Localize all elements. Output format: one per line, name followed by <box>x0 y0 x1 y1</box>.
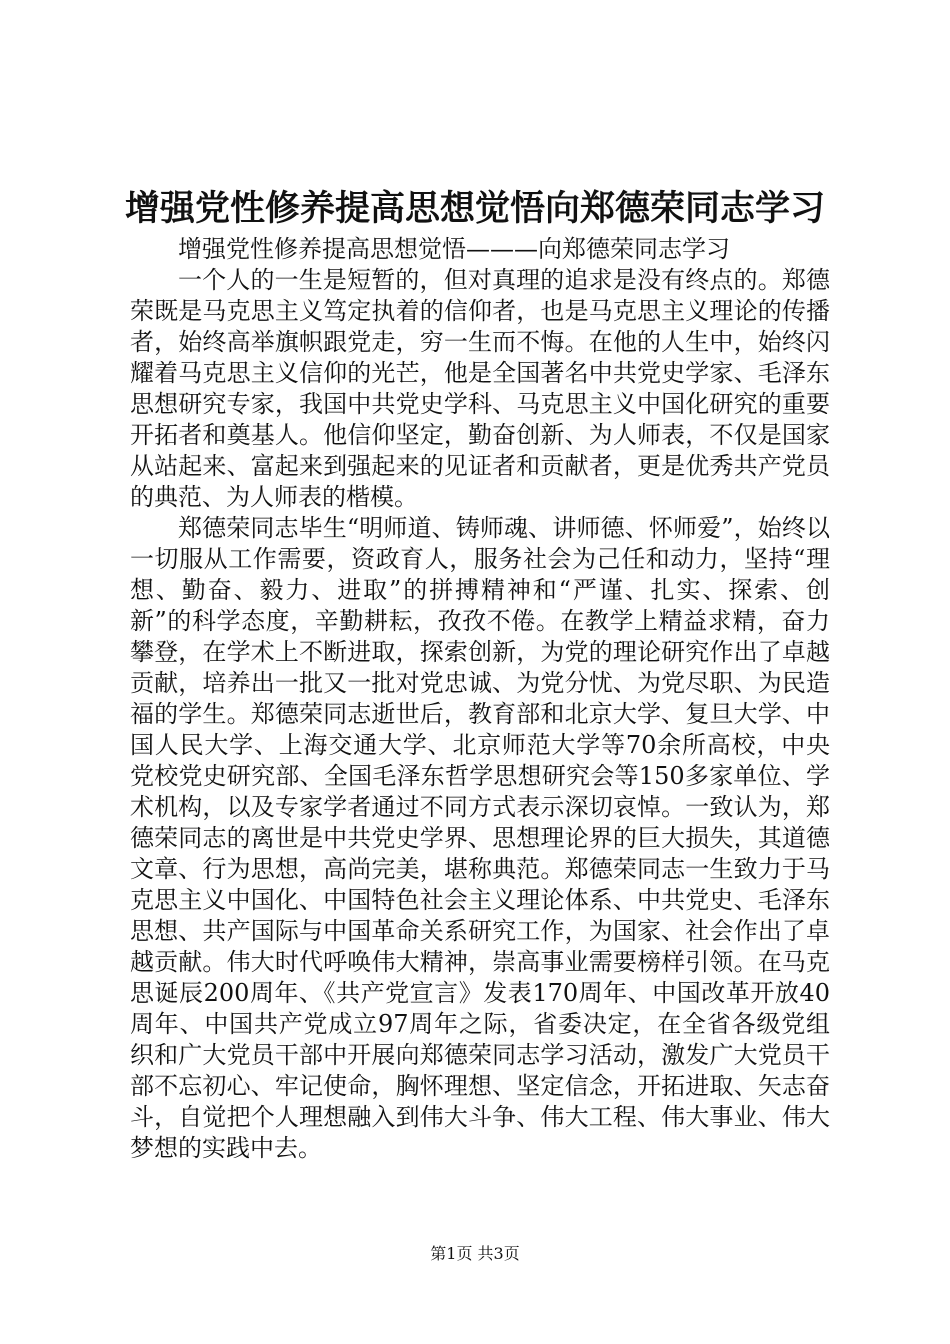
document-body <box>130 234 830 1164</box>
document-title: 增强党性修养提高思想觉悟向郑德荣同志学习 <box>124 189 825 229</box>
document-subtitle: 增强党性修养提高思想觉悟———向郑德荣同志学习 <box>178 235 730 263</box>
paragraph-1: 一个人的一生是短暂的，但对真理的追求是没有终点的。郑德荣既是马克思主义笃定执着的信仰者，也是马克思主义理论的传播者，始终高举旗帜跟党走，穷一生而不悔。在他的人生中，始终闪耀着马克思主义信仰的光芒，他是全国著名中共党史学家、毛泽东思想研究专家，我国中共党史学科、马克思主义中国化研究的重要开拓者和奠基人。他信仰坚定，勤奋创新、为人师表，不仅是国家从站起来、富起来到强起来的见证者和贡献者，更是优秀共产党员的典范、为人师表的楷模。 <box>130 266 830 511</box>
page-number-footer: 第1页 共3页 <box>430 1244 520 1263</box>
paragraph-2: 郑德荣同志毕生“明师道、铸师魂、讲师德、怀师爱”，始终以一切服从工作需要，资政育人，服务社会为己任和动力，坚持“理想、勤奋、毅力、进取”的拼搏精神和“严谨、扎实、探索、创新”的科学态度，辛勤耕耘，孜孜不倦。在教学上精益求精，奋力攀登，在学术上不断进取，探索创新，为党的理论研究作出了卓越贡献，培养出一批又一批对党忠诚、为党分忧、为党尽职、为民造福的学生。郑德荣同志逝世后，教育部和北京大学、复旦大学、中国人民大学、上海交通大学、北京师范大学等70余所高校，中央党校党史研究部、全国毛泽东哲学思想研究会等150多家单位、学术机构，以及专家学者通过不同方式表示深切哀悼。一致认为，郑德荣同志的离世是中共党史学界、思想理论界的巨大损失，其道德文章、行为思想，高尚完美，堪称典范。郑德荣同志一生致力于马克思主义中国化、中国特色社会主义理论体系、中共党史、毛泽东思想、共产国际与中国革命关系研究工作，为国家、社会作出了卓越贡献。伟大时代呼唤伟大精神，崇高事业需要榜样引领。在马克思诞辰200周年、《共产党宣言》发表170周年、中国改革开放40周年、中国共产党成立97周年之际，省委决定，在全省各级党组织和广大党员干部中开展向郑德荣同志学习活动，激发广大党员干部不忘初心、牢记使命，胸怀理想、坚定信念，开拓进取、矢志奋斗，自觉把个人理想融入到伟大斗争、伟大工程、伟大事业、伟大梦想的实践中去。 <box>130 514 830 1162</box>
